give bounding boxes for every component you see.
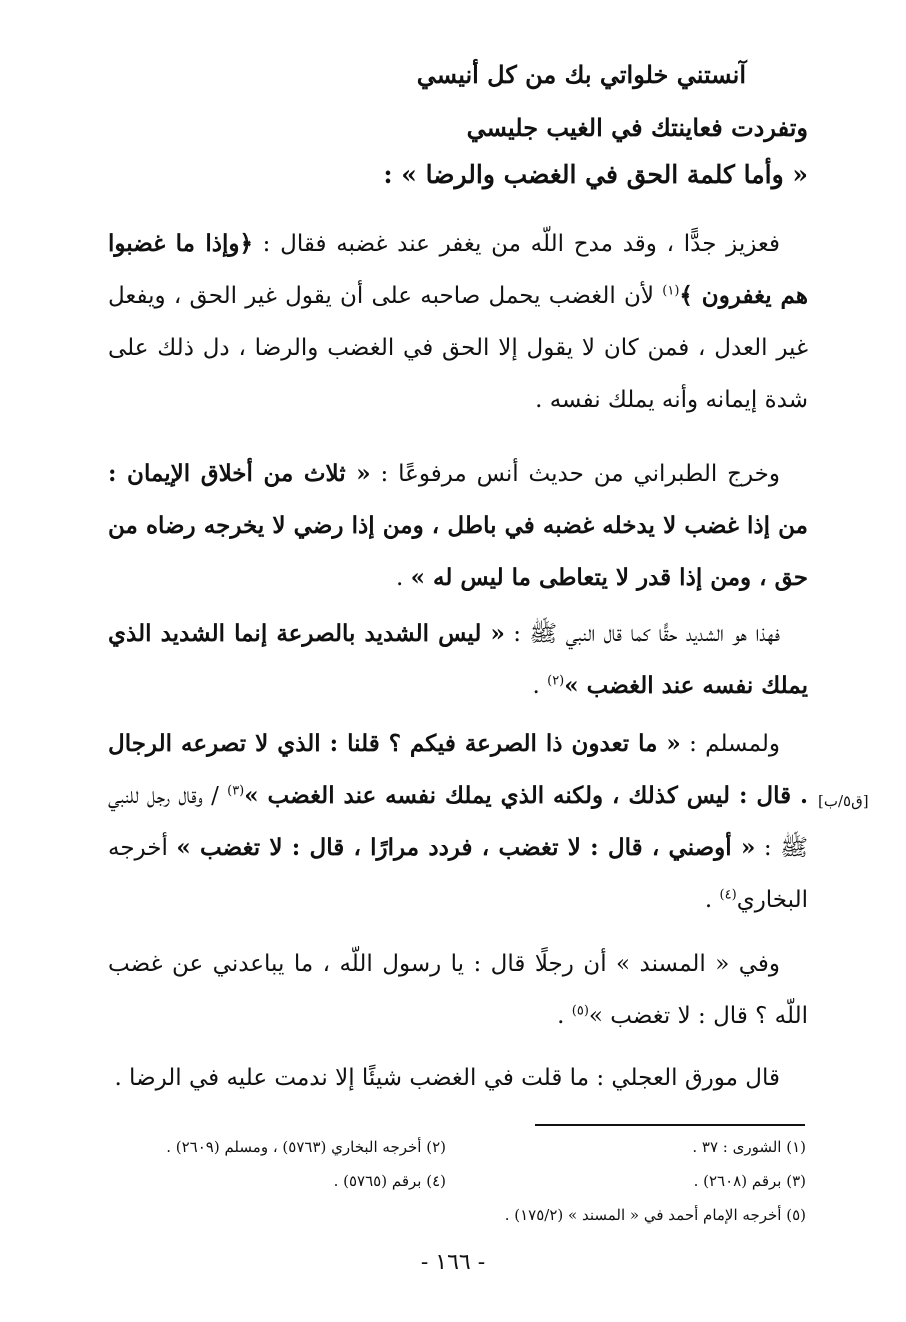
- p5-end: .: [557, 1003, 572, 1029]
- footnote-2: (٢) أخرجه البخاري (٥٧٦٣) ، ومسلم (٢٦٠٩) .: [166, 1138, 446, 1156]
- p5-text: وفي « المسند » أن رجلًا قال : يا رسول اللّه ، ما يباعدني عن غضب اللّه ؟ قال : لا تغضب »: [108, 951, 808, 1029]
- footnote-1: (١) الشورى : ٣٧ .: [692, 1138, 806, 1156]
- p4-text-b: / وقال رجل للنبي ﷺ :: [108, 783, 808, 861]
- paragraph-3: [108, 608, 808, 712]
- p4-hadith-quote-1: « ما تعدون ذا الصرعة فيكم ؟ قلنا : الذي لا تصرعه الرجال . قال : ليس كذلك ، ولكنه الذي يملك نفسه عند الغضب »: [108, 730, 809, 809]
- footnote-3: (٣) برقم (٢٦٠٨) .: [693, 1172, 806, 1190]
- p2-hadith-quote: « ثلاث من أخلاق الإيمان : من إذا غضب لا يدخله غضبه في باطل ، ومن إذا رضي لا يخرجه رضاه من حق ، ومن إذا قدر لا يتعاطى ما ليس له »: [108, 460, 808, 591]
- p1-quran-quote: ﴿وإذا ما غضبوا هم يغفرون ﴾: [108, 230, 808, 309]
- paragraph-6: قال مورق العجلي : ما قلت في الغضب شيئًا إلا ندمت عليه في الرضا .: [114, 1065, 780, 1091]
- footnote-4: (٤) برقم (٥٧٦٥) .: [333, 1172, 446, 1190]
- p3-end: .: [532, 673, 548, 699]
- footnote-ref-4: (٤): [719, 887, 737, 903]
- p4-end: .: [704, 887, 720, 913]
- paragraph-1: [108, 218, 808, 426]
- footnote-ref-5: (٥): [571, 1003, 589, 1019]
- paragraph-5: [108, 938, 808, 1042]
- section-heading: « وأما كلمة الحق في الغضب والرضا » :: [383, 160, 808, 189]
- manuscript-folio-note: [ق٥/ب]: [818, 792, 869, 810]
- verse-line-2: وتفردت فعاينتك في الغيب جليسي: [466, 113, 808, 142]
- paragraph-4: [108, 718, 808, 926]
- p3-hadith-quote: « ليس الشديد بالصرعة إنما الشديد الذي يملك نفسه عند الغضب »: [108, 620, 808, 699]
- p1-text-b: لأن الغضب يحمل صاحبه على أن يقول غير الحق ، ويفعل غير العدل ، فمن كان لا يقول إلا الحق في الغضب والرضا ، دل ذلك على شدة إيمانه وأنه يملك نفسه .: [108, 283, 808, 413]
- verse-line-1: آنستني خلواتي بك من كل أنيسي: [416, 60, 746, 89]
- p2-end: .: [395, 565, 411, 591]
- p2-text-a: وخرج الطبراني من حديث أنس مرفوعًا :: [370, 461, 780, 487]
- footnote-ref-1: (١): [662, 283, 680, 299]
- footnote-5: (٥) أخرجه الإمام أحمد في « المسند » (١٧٥/٢) .: [504, 1206, 806, 1224]
- footnote-separator: [535, 1124, 805, 1126]
- footnote-ref-2: (٢): [547, 673, 565, 689]
- footnote-ref-3: (٣): [227, 783, 245, 799]
- paragraph-2: [108, 448, 808, 604]
- p4-hadith-quote-2: « أوصني ، قال : لا تغضب ، فردد مرارًا ، قال : لا تغضب »: [176, 834, 756, 861]
- page-number: - ١٦٦ -: [420, 1250, 486, 1275]
- p4-text-a: ولمسلم :: [680, 731, 780, 757]
- p4-text-c: أخرجه البخاري: [108, 835, 808, 913]
- p3-text-a: فهذا هو الشديد حقًّا كما قال النبي ﷺ :: [504, 621, 781, 647]
- p1-text-a: فعزيز جدًّا ، وقد مدح اللّه من يغفر عند غضبه فقال :: [252, 231, 780, 257]
